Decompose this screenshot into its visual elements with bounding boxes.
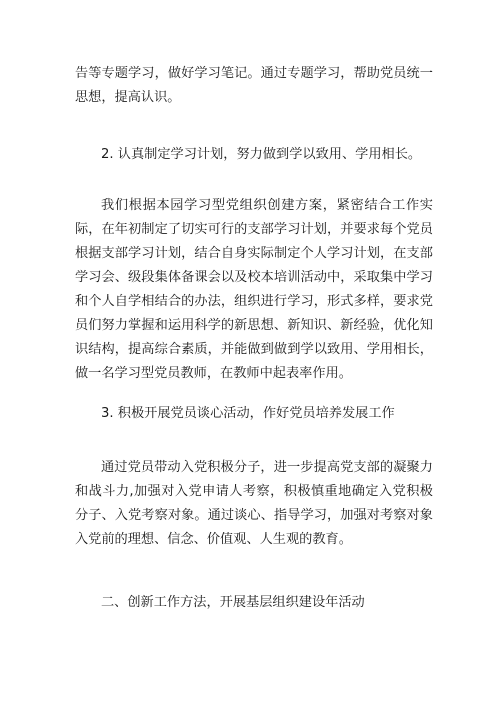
paragraph-study-notes: 告等专题学习，做好学习笔记。通过专题学习，帮助党员统一思想，提高认识。 [75, 66, 433, 105]
heading-heart-to-heart: 3. 积极开展党员谈心活动，作好党员培养发展工作 [101, 406, 395, 421]
heading-study-plan: 2. 认真制定学习计划，努力做到学以致用、学用相长。 [101, 147, 422, 162]
heading-innovate-methods: 二、创新工作方法，开展基层组织建设年活动 [101, 595, 365, 610]
paragraph-study-plan-body: 我们根据本园学习型党组织创建方案，紧密结合工作实际，在年初制定了切实可行的支部学习计划，并要求每个党员根据支部学习计划，结合自身实际制定个人学习计划，在支部学习会、级段集体备课会以及校本培训活动中，采取集中学习和个人自学相结合的办法，组织进行学习，形式多样，要求党员们努力掌握和运用科学的新思想、新知识、新经验，优化知识结构，提高综合素质，并能做到做到学以致用、学用相长，做一名学习型党员教师，在教师中起表率作用。 [75, 198, 433, 381]
paragraph-member-development: 通过党员带动入党积极分子，进一步提高党支部的凝聚力和战斗力,加强对入党申请人考察，积极慎重地确定入党积极分子、入党考察对象。通过谈心、指导学习，加强对考察对象入党前的理想、信念、价值观、人生观的教育。 [75, 460, 433, 547]
